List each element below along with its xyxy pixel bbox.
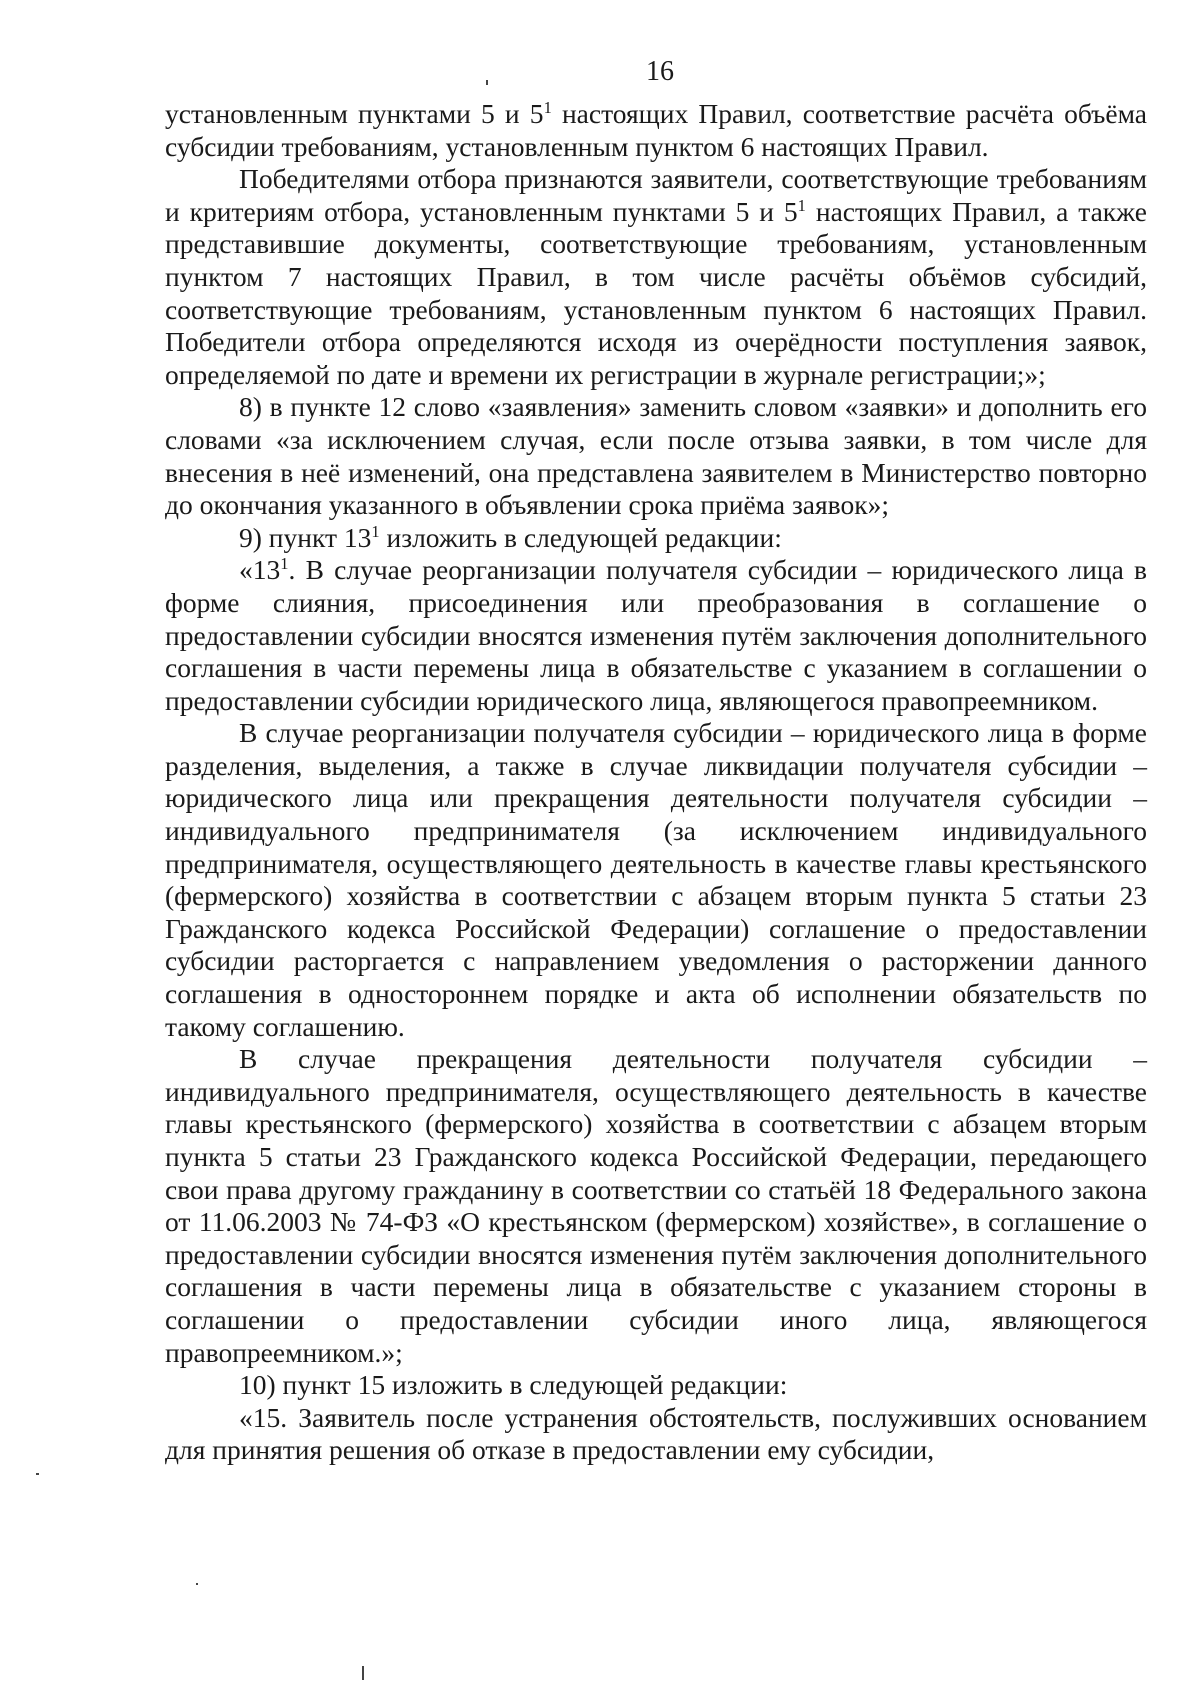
paragraph-text: В случае реорганизации получателя субсидии – юридического лица в форме разделения, выделения, а также в случае ликвидации получателя субсидии – юридического лица или прекращения деятельности получателя субсидии – индивидуального предпринимателя (за исключением индивидуального предпринимателя, осуществляющего деятельность в качестве главы крестьянского (фермерского) хозяйства в соответствии с абзацем вторым пункта 5 статьи 23 Гражданского кодекса Российской Федерации) соглашение о предоставлении субсидии расторгается с направлением уведомления о расторжении данного соглашения в одностороннем порядке и акта об исполнении обязательств по такому соглашению. bbox=[165, 717, 1147, 1042]
scan-speck bbox=[196, 1583, 198, 1585]
paragraph-text: 8) в пункте 12 слово «заявления» заменить словом «заявки» и дополнить его словами «за исключением случая, если после отзыва заявки, в том числе для внесения в неё изменений, она представлена заявителем в Министерство повторно до окончания указанного в объявлении срока приёма заявок»; bbox=[165, 391, 1147, 521]
scan-speck bbox=[486, 80, 488, 85]
scan-speck bbox=[36, 1473, 39, 1475]
paragraph bbox=[165, 391, 1147, 521]
scan-speck bbox=[362, 1666, 364, 1680]
paragraph bbox=[165, 1043, 1147, 1369]
paragraph bbox=[165, 1402, 1147, 1467]
paragraph-text: изложить в следующей редакции: bbox=[379, 521, 782, 553]
document-body bbox=[165, 98, 1147, 1467]
paragraph bbox=[165, 554, 1147, 717]
paragraph bbox=[165, 522, 1147, 555]
superscript-index: 1 bbox=[543, 98, 552, 118]
paragraph-text: настоящих Правил, а также представившие документы, соответствующие требованиям, установленным пунктом 7 настоящих Правил, в том числе расчёты объёмов субсидий, соответствующие требованиям, установленным пунктом 6 настоящих Правил. Победители отбора определяются исходя из очерёдности поступления заявок, определяемой по дате и времени их регистрации в журнале регистрации;»; bbox=[165, 195, 1148, 390]
paragraph-text: 9) пункт 13 bbox=[239, 521, 372, 553]
superscript-index: 1 bbox=[280, 554, 289, 574]
paragraph-text: Победителями отбора признаются заявители, соответствующие требованиям и критериям отбора, установленным пунктами 5 и 5 bbox=[165, 163, 1147, 227]
superscript-index: 1 bbox=[371, 521, 380, 541]
paragraph-text: «15. Заявитель после устранения обстоятельств, послуживших основанием для принятия решения об отказе в предоставлении ему субсидии, bbox=[165, 1401, 1147, 1466]
paragraph bbox=[165, 98, 1147, 163]
paragraph-text: настоящих Правил, соответствие расчёта объёма субсидии требованиям, установленным пунктом 6 настоящих Правил. bbox=[165, 98, 1147, 162]
paragraph-text: 10) пункт 15 изложить в следующей редакции: bbox=[239, 1369, 788, 1401]
paragraph bbox=[165, 1369, 1147, 1402]
superscript-index: 1 bbox=[797, 195, 806, 215]
paragraph-text: В случае прекращения деятельности получателя субсидии – индивидуального предпринимателя, осуществляющего деятельность в качестве главы крестьянского (фермерского) хозяйства в соответствии с абзацем вторым пункта 5 статьи 23 Гражданского кодекса Российской Федерации, передающего свои права другому гражданину в соответствии со статьёй 18 Федерального закона от 11.06.2003 № 74-ФЗ «О крестьянском (фермерском) хозяйстве», в соглашение о предоставлении субсидии вносятся изменения путём заключения дополнительного соглашения в части перемены лица в обязательстве с указанием стороны в соглашении о предоставлении субсидии иного лица, являющегося правопреемником.»; bbox=[165, 1043, 1147, 1368]
page-number: 16 bbox=[646, 56, 674, 87]
paragraph bbox=[165, 163, 1147, 391]
paragraph-text: . В случае реорганизации получателя субсидии – юридического лица в форме слияния, присоединения или преобразования в соглашение о предоставлении субсидии вносятся изменения путём заключения дополнительного соглашения в части перемены лица в обязательстве с указанием в соглашении о предоставлении субсидии юридического лица, являющегося правопреемником. bbox=[165, 554, 1147, 716]
paragraph bbox=[165, 717, 1147, 1043]
paragraph-text: установленным пунктами 5 и 5 bbox=[165, 98, 544, 129]
paragraph-text: «13 bbox=[239, 554, 281, 586]
